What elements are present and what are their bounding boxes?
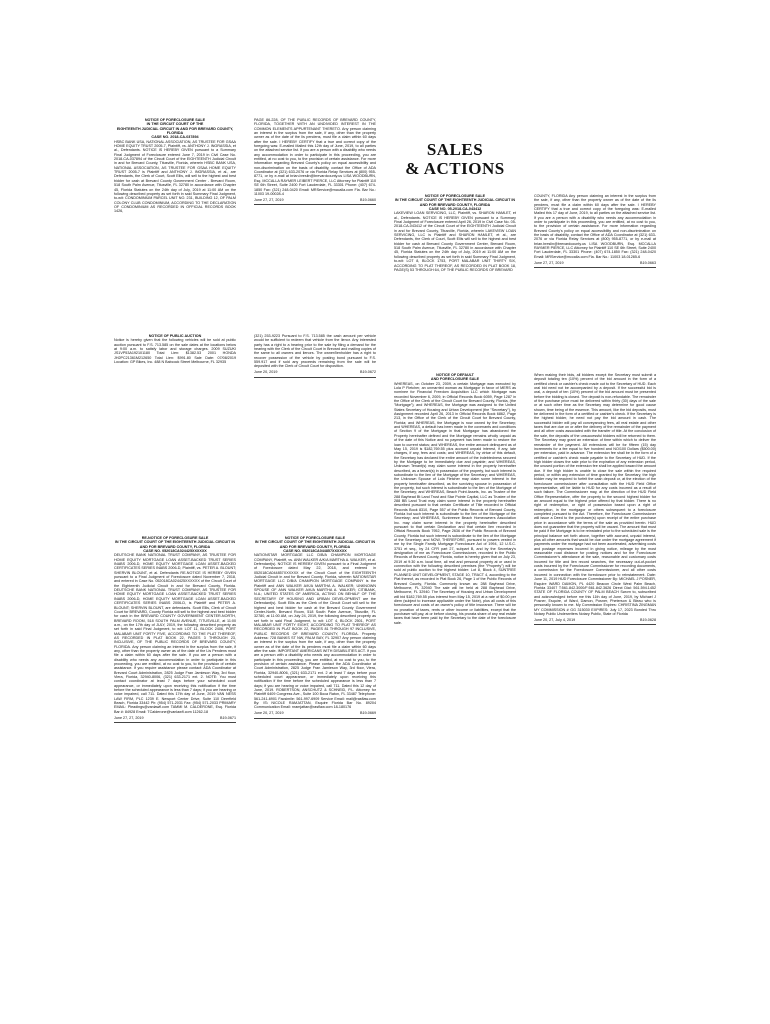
notice-heading: NOTICE OF FORECLOSURE SALE	[144, 118, 206, 122]
divider	[254, 718, 376, 719]
notice-block	[114, 118, 236, 215]
notice-footer	[534, 618, 656, 622]
notice-heading: NOTICE OF PUBLIC AUCTION	[148, 334, 202, 338]
publication-dates: June 20, 2019	[254, 370, 278, 375]
notice-block	[534, 194, 656, 276]
notice-heading: IN THE CIRCUIT COURT OF THE EIGHTEENTH JUDICIAL CIRCUIT IN AND FOR BREVARD COUNTY, FLORIDA	[254, 540, 376, 549]
notice-heading: AND FORECLOSURE SALE	[430, 377, 480, 382]
notice-footer	[254, 370, 376, 374]
notice-number: B19-0660	[360, 197, 376, 202]
notice-footer	[254, 711, 376, 715]
notice-body: COUNTY, FLORIDA Any person claiming an interest in the surplus from the sale, if any, other than the property owner as of the date of the lis pendens, must file a claim within 60 days after the sale. I HEREBY CERTIFY that a true and correct copy of the foregoing was: E-mailed Mailed this 17 day of June, 2019, to all parties on the attached service list. If you are a person with a disability who needs any accommodation in order to participate in this proceeding, you are entitled, at no cost to you, to the provision of certain assistance. For more information regarding Brevard County's policy on equal accessibility and non-discrimination on the basis of disability, contact the Office of ADA Coordinator at (321) 633-2076 or via Florida Relay Services at (800) 955-8771, or by e-mail at brian.breslin@brevardcounty.us LISA WOODBURN, Esq. MCCALLA RAYMER PIERCE, LLC Attorney for Plaintiff 110 SE 6th Street, Suite 2400 Fort Lauderdale, FL 33301 Phone: (407) 674-1850 Fax: (321) 248-0420 Email: MRService@mccalla.com Fla. Bar No.: 11003 18-01285-6	[534, 194, 656, 259]
notice-heading: IN THE CIRCUIT COURT OF THE EIGHTEENTH JUDICIAL CIRCUIT IN AND FOR BREVARD COUNTY, FLORIDA	[394, 198, 516, 207]
notice-heading: RE-NOTICE OF FORECLOSURE SALE	[141, 536, 209, 540]
notice-heading: NOTICE OF FORECLOSURE SALE	[284, 536, 346, 540]
notice-heading: EIGHTEENTH JUDICIAL CIRCUIT IN AND FOR BREVARD COUNTY, FLORIDA	[116, 126, 234, 136]
notice-heading: IN THE CIRCUIT COURT OF THE EIGHTEENTH JUDICIAL CIRCUIT IN AND FOR BREVARD COUNTY, FLORIDA	[114, 540, 236, 549]
divider	[534, 267, 656, 268]
publication-dates: June 27, 27, 2019	[534, 260, 564, 265]
notice-number: B19-0669	[360, 711, 376, 716]
publication-dates: June 27, 27, 2019	[114, 715, 144, 720]
notice-number: B19-0671	[220, 715, 236, 720]
notice-body: HSBC BANK USA, NATIONAL ASSOCIATION, AS TRUSTEE FOR GSAA HOME EQUITY TRUST 2005-7, Plaintiff, vs. ANTHONY J. INGRASSIA, et al., Defendants. NOTICE IS HEREBY GIVEN pursuant to a Summary Final Judgment of Foreclosure entered June 7, 2019 in Civil Case No. 2018-CA-037894 of the Circuit Court of the EIGHTEENTH Judicial Circuit in and for Brevard County, Titusville, Florida, wherein HSBC BANK USA, NATIONAL ASSOCIATION, AS TRUSTEE FOR GSAA HOME EQUITY TRUST 2005-7 is Plaintiff and ANTHONY J. INGRASSIA, et al., are Defendants, the Clerk of Court, Scott Ellis, will sell to the highest and best bidder for cash at Brevard County Government Center - Brevard Room, 518 South Palm Avenue, Titusville, FL 32780 in accordance with Chapter 45, Florida Statutes on the 24th day of July, 2019 at 11:00 AM on the following described property as set forth in said Summary Final Judgment, to-wit: CONDOMINIUM PARCEL UNIT NO. 231, BUILDING 12, OF PALM COLONY CLUB CONDOMINIUM, ACCORDING TO THE DECLARATION OF CONDOMINIUM AS RECORDED IN OFFICIAL RECORDS BOOK 1426,	[114, 139, 236, 214]
notice-heading: CASE NO. 052018CA044857XXXXXX	[283, 549, 347, 554]
notice-heading: NOTICE OF DEFAULT	[436, 373, 474, 377]
notice-number: B19-0628	[640, 617, 656, 622]
section-title-line1: SALES	[426, 140, 484, 159]
notice-footer	[114, 716, 236, 720]
notice-body: NATIONSTAR MORTGAGE LLC D/B/A CHAMPION MORTGAGE COMPANY, Plaintiff, vs. ANN WALKER A/K/A MARTHA A. WALKER, et al. Defendant(s). NOTICE IS HEREBY GIVEN pursuant to a Final Judgment of Foreclosure dated May 22, 2018, and entered in 052018CA044857XXXXXX of the Circuit Court of the EIGHTEENTH Judicial Circuit in and for Brevard County, Florida, wherein NATIONSTAR MORTGAGE LLC D/B/A CHAMPION MORTGAGE COMPANY is the Plaintiff and ANN WALKER A/K/A MARTHA A. WALKER; UNKNOWN SPOUSE OF ANN WALKER A/K/A MARTHA A. WALKER; CITIBANK, N.A.; UNITED STATES OF AMERICA, ACTING ON BEHALF OF THE SECRETARY OF HOUSING AND URBAN DEVELOPMENT are the Defendant(s). Scott Ellis as the Clerk of the Circuit Court will sell to the highest and best bidder for cash at the Brevard County Government Center-North, Brevard Room, 518 South Palm Avenue, Titusville, FL 32780, at 11:00 AM, on July 24, 2019, the following described property as set forth in said Final Judgment, to wit: LOT 4, BLOCK 2501, PORT MALABAR UNIT FORTY EIGHT, ACCORDING TO PLAT THEREOF AS RECORDED IN PLAT BOOK 22, PAGES 81 THROUGH 97 INCLUSIVE, PUBLIC RECORDS OF BREVARD COUNTY, FLORIDA. Property Address: 728 BANKS ST NW, PALM BAY, FL 32907 Any person claiming an interest in the surplus from the sale, if any, other than the property owner as of the date of the lis pendens must file a claim within 60 days after the sale. IMPORTANT AMERICANS WITH DISABILITIES ACT. If you are a person with a disability who needs any accommodation in order to participate in this proceeding, you are entitled, at no cost to you, to the provision of certain assistance. Please contact the ADA Coordinator at Court Administration, 2825 Judge Fran Jamieson Way, 3rd floor, Viera, Florida, 32940-8006, (321) 633-2171 ext. 2 at least 7 days before your scheduled court appearance, or immediately upon receiving this notification if the time before the scheduled appearance is less than 7 days; if you are hearing or voice impaired, call 711. Dated this 12 day of June, 2019. ROBERTSON, ANSCHUTZ & SCHNEID, P.L. Attorney for Plaintiff 6409 Congress Ave., Suite 100 Boca Raton, FL 33487 Telephone: 561-241-6901 Facsimile: 561-997-6909 Service Email: mail@rasflaw.com By: \S\ NICOLE RAMJATTAN, Esquire Florida Bar No. 89204 Communication Email: nramjattan@rasflaw.com 18-180176	[254, 553, 376, 710]
notice-body: LAKEVIEW LOAN SERVICING, LLC, Plaintiff, vs. SHARON HAMLET, et al., Defendants. NOTICE IS HEREBY GIVEN pursuant to a Summary Final Judgment of Foreclosure entered April 26, 2019 in Civil Case No. 05-2018-CA-043412 of the Circuit Court of the EIGHTEENTH Judicial Circuit in and for Brevard County, Titusville, Florida, wherein LAKEVIEW LOAN SERVICING, LLC is Plaintiff and SHARON HAMLET, et al., are Defendants, the Clerk of Court, Scott Ellis will sell to the highest and best bidder for cash at Brevard County Government Center, Brevard Room, 518 South Palm Avenue, Titusville, FL 32780 in accordance with Chapter 45, Florida Statutes on the 24th day of July, 2019 at 11:00 AM on the following described property as set forth in said Summary Final Judgment, to-wit: LOT 8, BLOCK 1753, PORT MALABAR UNIT THIRTY SIX, ACCORDING TO PLAT THEREOF, AS RECORDED IN PLAT BOOK 18, PAGE(S) 53 THROUGH 64, OF THE PUBLIC RECORDS OF BREVARD	[394, 211, 516, 272]
notice-body: PAGE 86-228, OF THE PUBLIC RECORDS OF BREVARD COUNTY, FLORIDA, TOGETHER WITH AN UNDIVIDED INTEREST IN THE COMMON ELEMENTS APPURTENANT THERETO. Any person claiming an interest in the surplus from the sale, if any, other than the property owner as of the date of the lis pendens, must file a claim within 60 days after the sale. I HEREBY CERTIFY that a true and correct copy of the foregoing was: E-mailed Mailed this 12th day of June, 2019, to all parties on the attached service list. If you are a person with a disability who needs any accommodation in order to participate in this proceeding, you are entitled, at no cost to you, to the provision of certain assistance. For more information regarding Brevard County's policy on equal accessibility and non-discrimination on the basis of disability, contact the Office of ADA Coordinator at (321) 633-2076 or via Florida Relay Services at (800) 955-8771, or by e-mail at brian.breslin@brevardcounty.us LISA WOODBURN, Esq. MCCALLA RAYMER LEIBERT PIERCE, LLC Attorney for Plaintiff 110 SE 6th Street, Suite 2400 Fort Lauderdale, FL 33301 Phone: (407) 674-1850 Fax: (321) 248-0420 Email: MRService@mccalla.com Fla. Bar No.: 11003 19-00028-4	[254, 118, 376, 196]
notice-heading: CASE NO. 2018-CA-037894	[151, 135, 199, 140]
notice-block	[254, 334, 376, 386]
section-title-line2: & ACTIONS	[405, 159, 505, 178]
notice-block	[394, 373, 516, 626]
divider	[254, 377, 376, 378]
notice-body: (321) 253-9223 Pursuant to F.S. 713.585 the cash amount per vehicle would be sufficient to redeem that vehicle from the lienor. Any interested party has a right to a hearing prior to the sale by filing a demand for the hearing with the Clerk of the Circuit Court in Brevard and mailing copies of the same to all owners and lienors. The owner/lienholder has a right to recover possession of the vehicle by posting bond pursuant to F.S. 559.917 and if sold any proceeds remaining from the sale will be deposited with the Clerk of Circuit Court for disposition.	[254, 334, 376, 369]
notice-block	[114, 334, 236, 366]
notice-heading: NOTICE OF FORECLOSURE SALE	[424, 194, 486, 198]
notice-body: When making their bids, all bidders except the Secretary must submit a deposit totaling ten (10%) percent of the bid amount in the form of a certified check or cashier's check made out to the Secretary of HUD. Each oral bid need not be accompanied by a deposit. If the successful bid is oral, a deposit of ten (10%) percent of the bid amount must be presented before the bidding is closed. The deposit is non-refundable. The remainder of the purchase price must be delivered within thirty (30) days of the sale or at such other time as the Secretary may determine for good cause shown, time being of the essence. This amount, like the bid deposits, must be delivered in the form of a certified or cashier's check. If the Secretary is the highest bidder, he need not pay the bid amount in cash. The successful bidder will pay all conveyancing fees, all real estate and other taxes that are due on or after the delivery of the remainder of the payment and all other costs associated with the transfer of title. At the conclusion of the sale, the deposits of the unsuccessful bidders will be returned to them. The Secretary may grant an extension of time within which to deliver the remainder of the payment. All extensions will be for fifteen (15) day increments for a fee equal to five hundred and NO/100 Dollars ($500.00) per extension, paid in advance. The extension fee shall be in the form of a certified or cashier's check made payable to the Secretary of HUD. If the high bidder closes the sale prior to the expiration of any extension period, the unused portion of the extension fee shall be applied toward the amount due. If the high bidder is unable to close the sale within the required period, or within any extension of time granted by the Secretary, the high bidder may be required to forfeit the cash deposit or, at the election of the foreclosure commissioner after consultation with the HUD Field Office representative, will be liable to HUD for any costs incurred as a result of such failure. The Commissioner may, at the direction of the HUD Field Office Representative, offer the property to the second highest bidder for an amount equal to the highest price offered by that bidder. There is no right of redemption, or right of possession based upon a right of redemption, in the mortgagor or others subsequent to a foreclosure completed pursuant to the Act. Therefore, the Foreclosure Commissioner will issue a Deed to the purchaser(s) upon receipt of the entire purchase price in accordance with the terms of the sale as provided herein. HUD does not guarantee that the property will be vacant. The amount that must be paid if the Mortgage is to be reinstated prior to the scheduled sale is the principal balance set forth above, together with accrued, unpaid interest, plus all other amounts that would be due under the mortgage agreement if payments under the mortgage had not been accelerated, advertising costs and postage expenses incurred in giving notice, mileage by the most reasonable road distance for posting notices and for the Foreclosure Commissioner's attendance at the sale, reasonable and customary costs incurred for title and lien record searches, the necessary out-of-pocket costs incurred by the Foreclosure Commissioner for recording documents, a commission for the Foreclosure Commissioner, and all other costs incurred in connection with the foreclosure prior to reinstatement. Date: June 11, 2019 HUD Foreclosure Commissioner By: MICHAEL J POSNER, Esquire WARD DAMON, PL 4420 Beacon Circle West Palm Beach, Florida 33407 T:561.842.3000/F:561.842.3626 Direct Dial: 561.594.1452 STATE OF FLORIDA COUNTY OF PALM BEACH Sworn to, subscribed and acknowledged before me this 11th day of June, 2019, by Michael J Posner, Esquire, of Ward, Damon, Posner, Pheterson & Bleau who is personally known to me. My Commission Expires: CHRISTINA ZINGMAN MY COMMISSION # GG 315030 EXPIRES: July 17, 2023 Bonded Thru Notary Public Underwriters Notary Public, State of Florida	[534, 373, 656, 616]
divider	[534, 624, 656, 625]
column-1	[114, 118, 236, 918]
notice-body: WHEREAS, on October 23, 2009, a certain Mortgage was executed by Lola P Fletcher, an unmarried woman as Mortgagor in favor of MERS as nominee for Financial Freedom Acquisition LLC which Mortgage was recorded November 6, 2009, in Official Records Book 6059, Page 1287 in the Office of the Clerk of the Circuit Court for Brevard County, Florida, (the "Mortgage"); and WHEREAS, the Mortgage was assigned to the United States Secretary of Housing and Urban Development (the "Secretary"), by Assignment recorded April 26, 2013 in Official Records Book 6862, Page 213, in the Office of the Clerk of the Circuit Court for Brevard County, Florida; and WHEREAS, the Mortgage is now owned by the Secretary; and WHEREAS, a default has been made in the covenants and conditions of Section 9 of the Mortgage in that Mortgagor has abandoned the Property hereinafter defined and the Mortgage remains wholly unpaid as of the date of this Notice and no payment has been made to restore the loan to current status; and WHEREAS, the entire amount delinquent as of May 15, 2019 is $182,769.55 plus accrued unpaid interest, if any, late charges, if any, fees and costs; and WHEREAS, by virtue of this default, the Secretary has declared the entire amount of the indebtedness secured by the Mortgage to be immediately due and payable; and WHEREAS, Unknown Tenant(s) may claim some interest in the property hereinafter described, as a tenant(s) in possession of the property, but such interest is subordinate to the lien of the Mortgage of the Secretary; and WHEREAS, the Unknown Spouse of Lola Fletcher may claim some interest in the property hereinafter described, as the surviving spouse in possession of the property, but such interest is subordinate to the lien of the Mortgage of the Secretary; and WHEREAS, Beach Point Assets, Inc. as Trustee of the 288 Bayhead Bt Land Trust and Star Pointe Capital, LLC as Trustee of the 288 BB Land Trust may claim some interest in the property hereinafter described pursuant to that certain Certificate of Title recorded in Official Records Book 8310, Page 557 of the Public Records of Brevard County, Florida but such interest is subordinate to the lien of the Mortgage of the Secretary; and WHEREAS, Sunbreeze Beach Homeowners Association Inc. may claim some interest in the property hereinafter described pursuant to that certain Declaration and that certain lien recorded in Official Records Book 7952, Page 2636 of the Public Records of Brevard County, Florida but such interest is subordinate to the lien of the Mortgage of the Secretary; and NOW, THEREFORE, pursuant to powers vested in me by the Single Family Mortgage Foreclosure Act of 1994, 12 U.S.C. 3751 et seq., by 24 CFR part 27, subpart B, and by the Secretary's designation of me as Foreclosure Commissioner, recorded in the Public Records of Brevard County, Florida, notice is hereby given that on July 23, 2019 at 9:30 a.m. local time, all real and personal property at or used in connection with the following described premises (the "Property") will be sold at public auction to the highest bidder: Lot 8, Block 4, SUNTREE PLANNED UNIT DEVELOPMENT, STAGE 10, TRACT 4, according to the Plat thereof, as recorded in Plat Book 26, Page 1 of the Public Records of Brevard County, Florida. Commonly known as: 288 Bayhead Drive, Melbourne, FL 32940 The sale will be held at 288 Bayhead Drive, Melbourne, FL 32940. The Secretary of Housing and Urban Development will bid $182,769.55 plus interest from May 15, 2019 at a rate of $0.00 per diem (subject to increase applicable under the Note), plus all costs of this foreclosure and costs of an owner's policy of title insurance. There will be no proration of taxes, rents or other income or liabilities, except that the purchaser will pay, at or before closing, his prorata share of any real estate taxes that have been paid by the Secretary to the date of the foreclosure sale.	[394, 381, 516, 625]
publication-dates: June 20, 27, 2019	[254, 711, 284, 716]
notice-heading: IN THE CIRCUIT COURT OF THE	[146, 122, 204, 127]
notice-block	[394, 194, 516, 274]
column-2	[254, 118, 376, 918]
notice-block	[254, 118, 376, 213]
notice-footer	[534, 261, 656, 265]
notice-body: DEUTSCHE BANK NATIONAL TRUST COMPANY, AS TRUSTEE FOR HOME EQUITY MORTGAGE LOAN ASSET-BACKED TRUST SERIES INABS 2006-D, HOME EQUITY MORTGAGE LOAN ASSET-BACKED CERTIFICATES SERIES INABS 2006-D, Plaintiff, vs. PETER A. BLOUNT; SHERVIN BLOUNT, et al. Defendants RE-NOTICE IS HEREBY GIVEN pursuant to a Final Judgment of Foreclosure dated November 7, 2018, and entered in Case No. 052018CA024425XXXXXX of the Circuit Court of the Eighteenth Judicial Circuit in and for Brevard County, Florida. DEUTSCHE BANK NATIONAL TRUST COMPANY, AS TRUSTEE FOR HOME EQUITY MORTGAGE LOAN ASSET-BACKED TRUST SERIES INABS 2006-D, HOME EQUITY MORTGAGE LOAN ASSET-BACKED CERTIFICATES SERIES INABS 2006-D, is Plaintiff and PETER A. BLOUNT; SHERVIN BLOUNT, are defendants. Scott Ellis, Clerk of Circuit Court for BREVARD, County Florida will sell to the highest and best bidder for cash in the BREVARD COUNTY GOVERNMENT CENTER-NORTH, BREVARD ROOM, 518 SOUTH PALM AVENUE, TITUSVILLE, at 11:00 a.m., on the 17th day of JULY, 2019, the following described property as set forth in said Final Judgment, to wit: LOT 11, BLOCK 2406, PORT MALABAR UNIT FORTY FIVE, ACCORDING TO THE PLAT THEREOF, AS RECORDED IN PLAT BOOK 22, PAGES 3 THROUGH 23, INCLUSIVE, OF THE PUBLIC RECORDS OF BREVARD COUNTY, FLORIDA. Any person claiming an interest in the surplus from the sale, if any, other than the property owner as of the date of the Lis Pendens must file a claim within 60 days after the sale. If you are a person with a disability who needs any accommodation in order to participate in this proceeding, you are entitled, at no cost to you, to the provision of certain assistance. If you require assistance please contact: ADA Coordinator at Brevard Court Administration, 2825 Judge Fran Jamieson Way, 3rd floor, Viera, Florida, 32940-8006, (321) 633-2171 ext. 2. NOTE: You must contact coordinator at least 7 days before your scheduled court appearance, or immediately upon receiving this notification if the time before the scheduled appearance is less than 7 days; if you are hearing or voice impaired, call 711. Dated this 17th day of June, 2019 VAN NESS LAW FIRM, PLC 1239 E. Newport Center Drive, Suite 110 Deerfield Beach, Florida 33442 Ph: (954) 571-2031 Fax: (954) 571-2033 PRIMARY EMAIL: Pleadings@vanlawfl.com TAMMI M. CALDERONE, Esq. Florida Bar #: 84928 Email: TCalderone@vanlawfl.com 11262-18	[114, 553, 236, 714]
notice-block	[254, 536, 376, 727]
publication-dates: June 27, 27, 2019	[254, 197, 284, 202]
notice-block	[534, 373, 656, 633]
publication-dates: June 20, 27, July 4, 2019	[534, 617, 576, 622]
divider	[114, 722, 236, 723]
notice-heading: CASE NO. 052018CA024425XXXXXX	[143, 549, 207, 554]
notice-footer	[254, 198, 376, 202]
notice-number: B19-0663	[640, 260, 656, 265]
notice-heading: CASE NO. 05-2018-CA-043412	[428, 207, 482, 212]
newspaper-page	[114, 118, 656, 918]
notice-body: Notice is hereby given that the following vehicles will be sold at public auction pursuant to F.S. 713.585 on the sale dates at the locations below at 9:00 a.m. to satisfy labor and storage charges. 2009 SUZUKI JS1VP53A192101180 Total Lien: $1382.53 2001 HONDA JH2PC21361M212650 Total Lien: $991.80 Sale Date: 07/08/2019 Location: GP Bikes, Inc. 488 N Babcock Street Melbourne, FL 32935	[114, 338, 236, 365]
section-title	[394, 140, 516, 178]
notice-block	[114, 536, 236, 731]
divider	[254, 204, 376, 205]
column-4	[534, 118, 656, 918]
column-3	[394, 118, 516, 918]
notice-number: B19-0672	[360, 370, 376, 375]
